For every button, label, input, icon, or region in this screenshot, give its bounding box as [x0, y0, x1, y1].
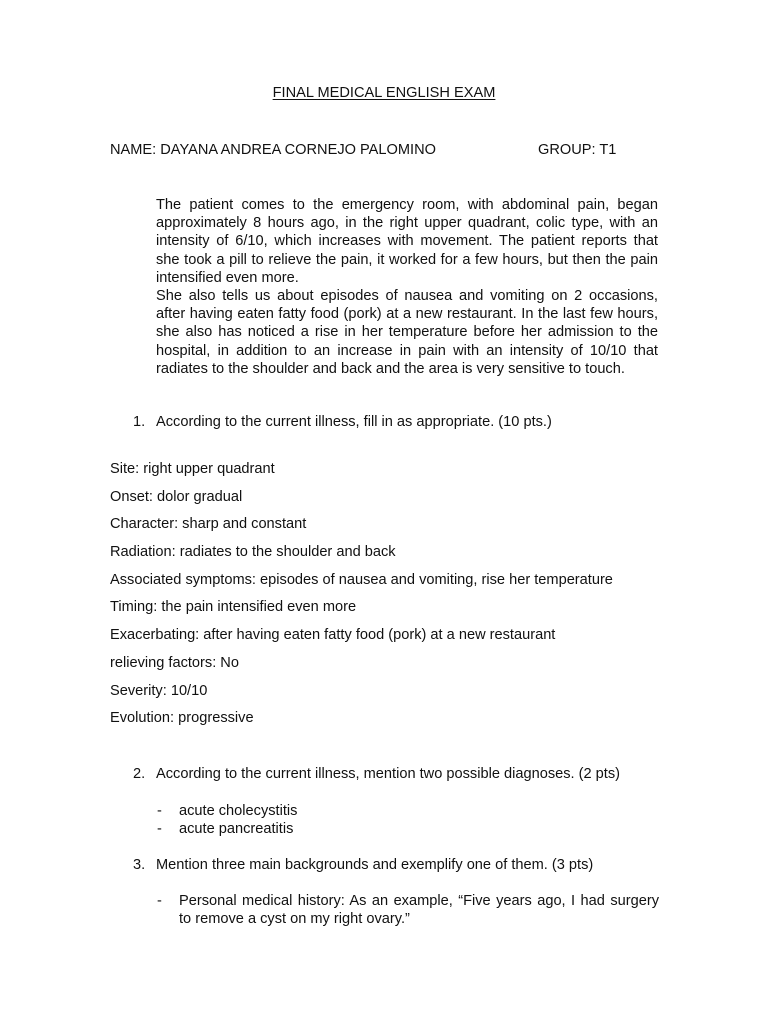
question-text: According to the current illness, fill in as appropriate. (10 pts.) — [156, 414, 552, 430]
list-item — [157, 892, 659, 928]
student-info — [110, 142, 630, 162]
list-marker: - — [157, 803, 162, 819]
list-marker: - — [157, 821, 162, 838]
page-title: FINAL MEDICAL ENGLISH EXAM — [272, 85, 496, 101]
question-text: Mention three main backgrounds and exemplify one of them. (3 pts) — [156, 857, 594, 873]
diagnoses-list — [157, 802, 659, 838]
student-name: NAME: DAYANA ANDREA CORNEJO PALOMINO — [110, 142, 436, 158]
case-paragraph: The patient comes to the emergency room, with abdominal pain, began approximately 8 hours ago, in the right upper quadrant, colic type, with an intensity of 6/10, which increases with movement. The patient reports that she took a pill to relieve the pain, it worked for a few hours, but then the pain intensified even more. — [156, 197, 658, 286]
field-timing: Timing: the pain intensified even more — [110, 599, 357, 616]
question-number: 3. — [133, 857, 146, 873]
case-description — [156, 196, 658, 378]
field-relieving-factors: relieving factors: No — [110, 654, 239, 671]
question-number: 2. — [133, 766, 146, 782]
background-text: Personal medical history: As an example, “Five years ago, I had surgery to remove a cyst on my right ovary.” — [179, 893, 659, 928]
field-character: Character: sharp and constant — [110, 516, 307, 533]
field-exacerbating: Exacerbating: after having eaten fatty food (pork) at a new restaurant — [110, 627, 556, 644]
pain-assessment-fields — [110, 459, 670, 736]
diagnosis-text: acute cholecystitis — [179, 803, 298, 819]
diagnosis-text: acute pancreatitis — [179, 821, 294, 838]
field-radiation: Radiation: radiates to the shoulder and back — [110, 544, 396, 561]
question-text: According to the current illness, mention two possible diagnoses. (2 pts) — [156, 766, 620, 782]
question-number: 1. — [133, 414, 146, 430]
field-evolution: Evolution: progressive — [110, 710, 254, 727]
list-item — [157, 802, 659, 820]
field-onset: Onset: dolor gradual — [110, 488, 243, 505]
list-marker: - — [157, 893, 162, 909]
field-severity: Severity: 10/10 — [110, 682, 208, 699]
field-site: Site: right upper quadrant — [110, 461, 275, 477]
student-group: GROUP: T1 — [538, 142, 617, 158]
backgrounds-list — [157, 892, 659, 928]
case-paragraph: She also tells us about episodes of nausea and vomiting on 2 occasions, after having eaten fatty food (pork) at a new restaurant. In the last few hours, she also has noticed a rise in her temperature before her admission to the hospital, in addition to an increase in pain with an intensity of 10/10 that radiates to the shoulder and back and the area is very sensitive to touch. — [156, 288, 658, 377]
list-item — [157, 820, 659, 838]
field-associated-symptoms: Associated symptoms: episodes of nausea and vomiting, rise her temperature — [110, 571, 613, 588]
